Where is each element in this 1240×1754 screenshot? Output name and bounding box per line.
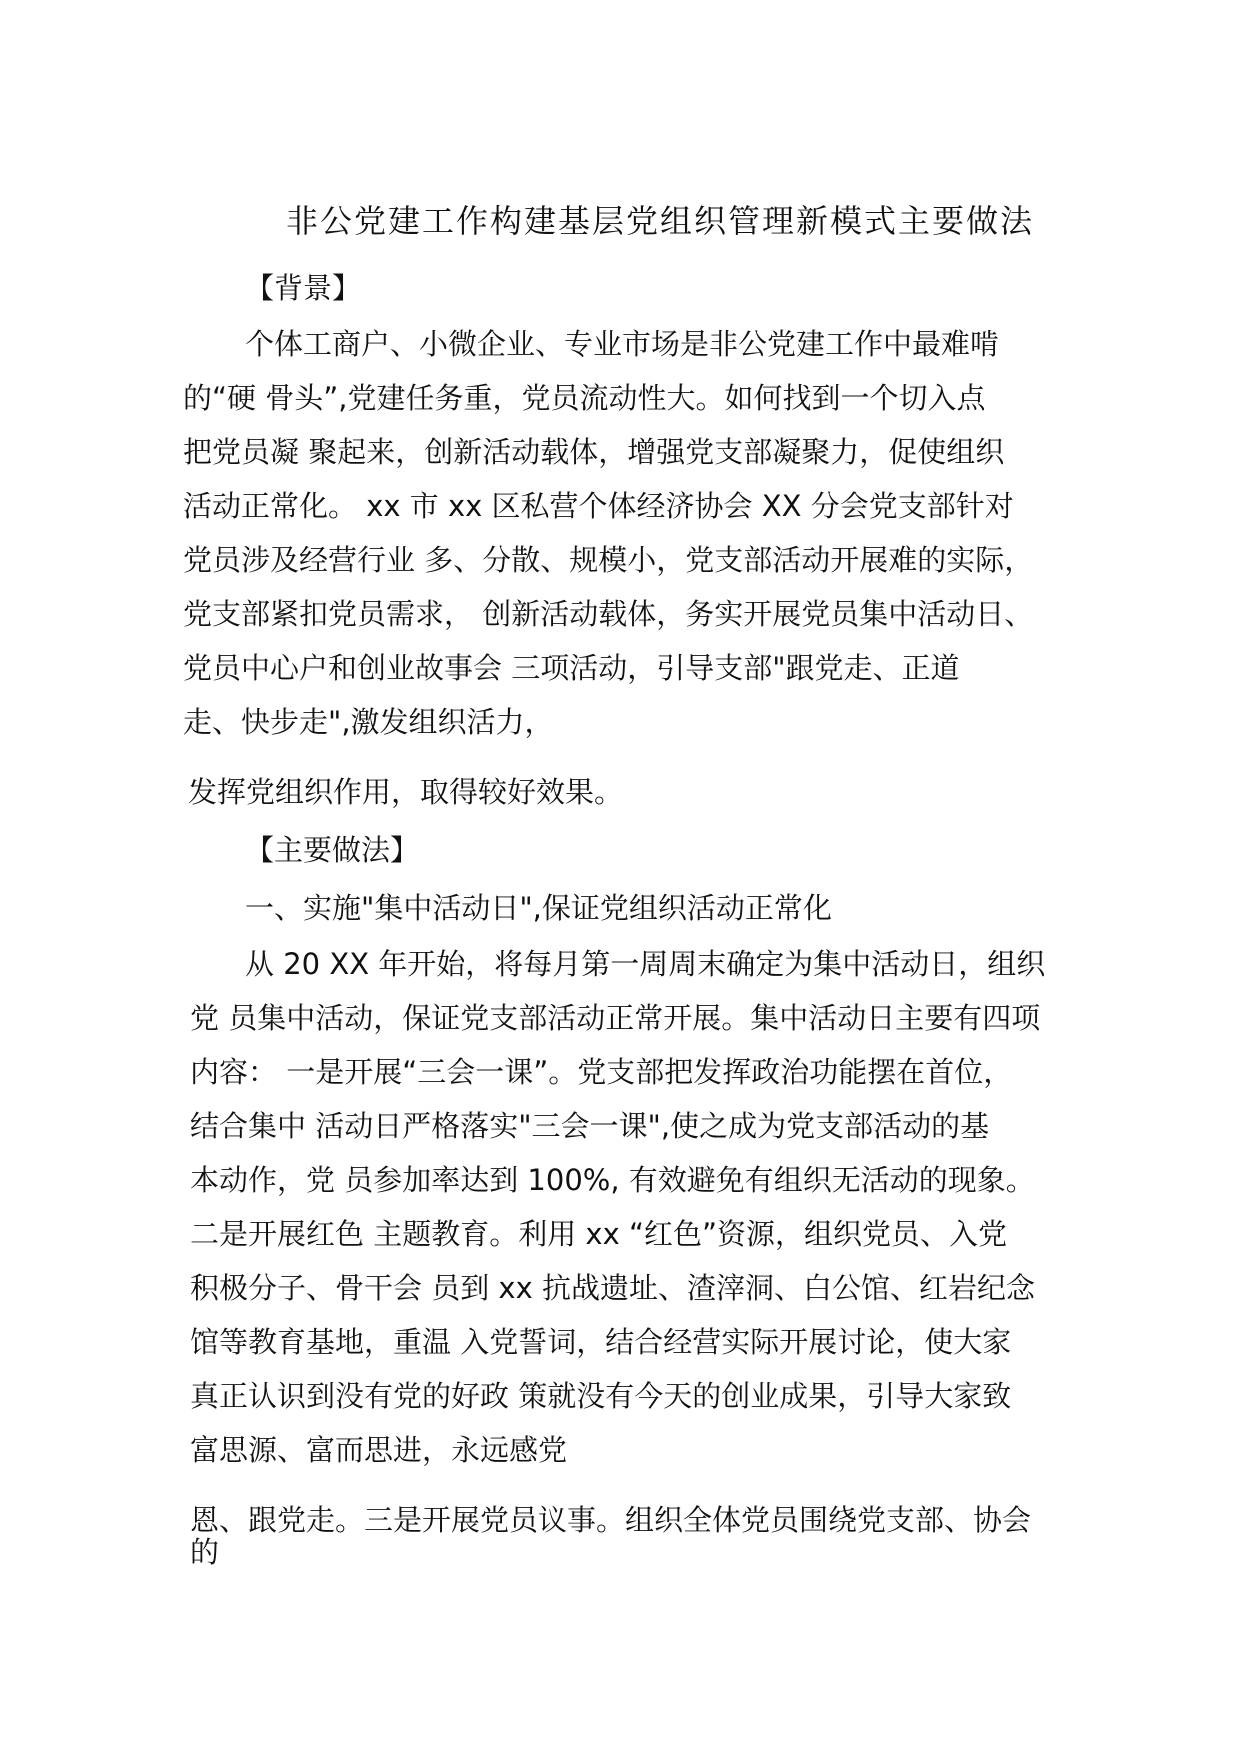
paragraph-line: 党员中心户和创业故事会 三项活动，引导支部"跟党走、正道: [183, 651, 960, 685]
paragraph-line: 富思源、富而思进，永远感党: [190, 1433, 568, 1467]
paragraph-line: 的: [190, 1535, 220, 1569]
paragraph-line: 个体工商户、小微企业、专业市场是非公党建工作中最难啃: [245, 327, 1000, 361]
paragraph-line: 的“硬 骨头”,党建任务重，党员流动性大。如何找到一个切入点: [183, 381, 986, 415]
document-title: 非公党建工作构建基层党组织管理新模式主要做法: [286, 202, 1035, 240]
paragraph-line: 党 员集中活动，保证党支部活动正常开展。集中活动日主要有四项: [190, 1001, 1041, 1035]
paragraph-line: 发挥党组织作用，取得较好效果。: [188, 775, 624, 809]
paragraph-line: 真正认识到没有党的好政 策就没有今天的创业成果，引导大家致: [190, 1379, 1012, 1413]
paragraph-line: 党支部紧扣党员需求， 创新活动载体，务实开展党员集中活动日、: [183, 597, 1034, 631]
paragraph-line: 把党员凝 聚起来，创新活动载体，增强党支部凝聚力，促使组织: [183, 435, 1005, 469]
subsection-heading: 一、实施"集中活动日",保证党组织活动正常化: [245, 891, 832, 925]
paragraph-line: 恩、跟党走。三是开展党员议事。组织全体党员围绕党支部、协会: [190, 1503, 1032, 1537]
paragraph-line: 活动正常化。 xx 市 xx 区私营个体经济协会 XX 分会党支部针对: [183, 489, 1014, 523]
paragraph-line: 二是开展红色 主题教育。利用 xx “红色”资源，组织党员、入党: [190, 1217, 1008, 1251]
paragraph-line: 走、快步走",激发组织活力，: [183, 705, 554, 739]
paragraph-line: 馆等教育基地，重温 入党誓词，结合经营实际开展讨论，使大家: [190, 1325, 1012, 1359]
paragraph-line: 本动作，党 员参加率达到 100%, 有效避免有组织无活动的现象。: [190, 1163, 1035, 1197]
paragraph-line: 党员涉及经营行业 多、分散、规模小，党支部活动开展难的实际，: [183, 543, 1034, 577]
paragraph-line: 从 20 XX 年开始，将每月第一周周末确定为集中活动日，组织: [245, 947, 1046, 981]
section-heading-main-practices: 【主要做法】: [245, 833, 420, 867]
paragraph-line: 结合集中 活动日严格落实"三会一课",使之成为党支部活动的基: [190, 1109, 990, 1143]
paragraph-line: 内容： 一是开展“三会一课”。党支部把发挥政治功能摆在首位，: [190, 1055, 1013, 1089]
paragraph-line: 积极分子、骨干会 员到 xx 抗战遗址、渣滓洞、白公馆、红岩纪念: [190, 1271, 1035, 1305]
section-heading-background: 【背景】: [245, 271, 362, 305]
